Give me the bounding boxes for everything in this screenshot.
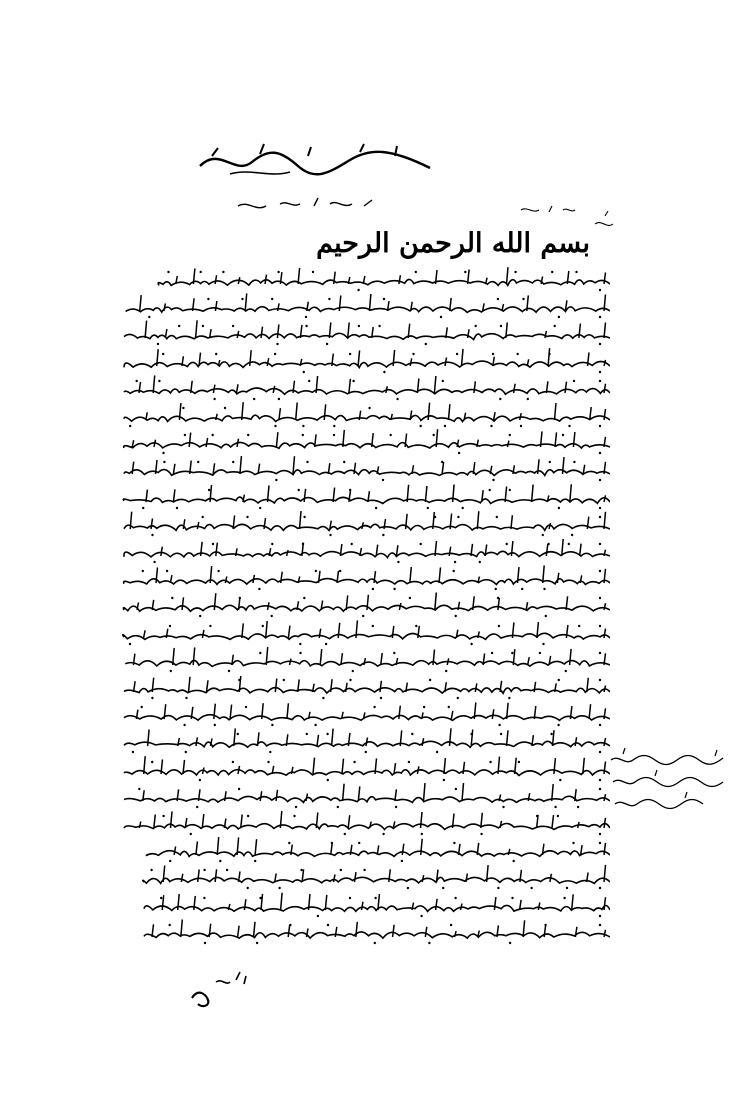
text-line <box>120 375 610 402</box>
text-line <box>155 266 610 293</box>
text-line <box>120 783 610 810</box>
text-line <box>140 892 610 919</box>
text-line <box>120 348 610 375</box>
text-line <box>120 592 610 619</box>
text-line <box>120 701 610 728</box>
text-line <box>120 484 610 511</box>
corner-note <box>515 200 625 230</box>
text-line <box>120 565 610 592</box>
margin-annotation <box>605 746 743 826</box>
text-line <box>120 647 610 674</box>
basmala-heading: بسم الله الرحمن الرحيم <box>316 228 590 259</box>
text-line <box>120 674 610 701</box>
text-line <box>120 320 610 347</box>
text-line <box>120 456 610 483</box>
text-line <box>120 538 610 565</box>
header-stamp <box>190 138 440 180</box>
text-line <box>120 511 610 538</box>
text-line <box>120 728 610 755</box>
text-line <box>120 810 610 837</box>
text-line <box>120 293 610 320</box>
body-text <box>110 266 610 946</box>
text-line <box>120 402 610 429</box>
text-line <box>140 837 610 864</box>
header-note <box>230 190 390 214</box>
text-line <box>120 429 610 456</box>
folio-mark <box>188 968 258 1008</box>
text-line <box>120 620 610 647</box>
text-line <box>140 919 610 946</box>
text-line <box>120 756 610 783</box>
text-line <box>140 864 610 891</box>
